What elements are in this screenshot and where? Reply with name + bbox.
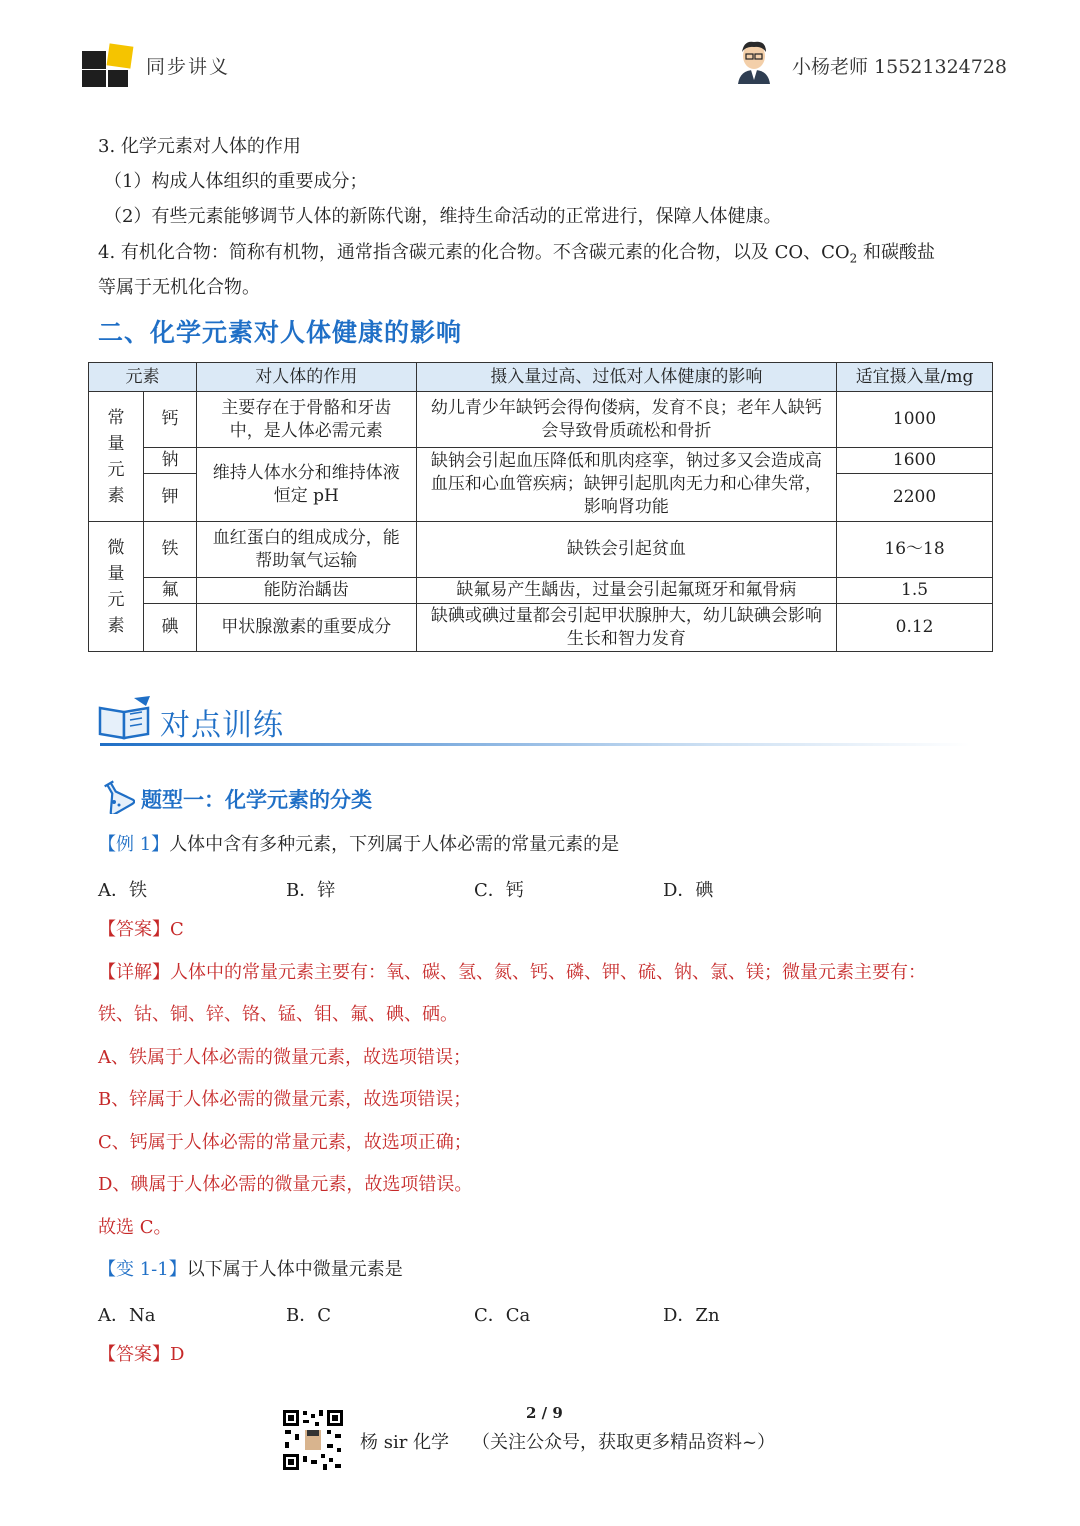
option-a: A．Na [98,1305,156,1326]
variant-1-1-question: 【变 1-1】以下属于人体中微量元素是 [98,1259,403,1280]
option-a: A．铁 [98,880,147,901]
element-intake: 16～18 [837,522,993,578]
element-role: 主要存在于骨骼和牙齿中，是人体必需元素 [196,392,416,448]
section-title: 二、化学元素对人体健康的影响 [98,318,463,347]
example-1-answer: 【答案】C [98,919,184,940]
element-name: 碘 [143,604,196,652]
example-1-line-d: D、碘属于人体必需的微量元素，故选项错误。 [98,1174,473,1195]
element-effect: 缺钠会引起血压降低和肌肉痉挛，钠过多又会造成高血压和心血管疾病；缺钾引起肌肉无力和心律失常，影响肾功能 [416,448,836,522]
book-icon [96,694,154,742]
example-1-detail-2: 铁、钴、铜、锌、铬、锰、钼、氟、碘、硒。 [98,1004,458,1025]
example-1-line-c: C、钙属于人体必需的常量元素，故选项正确； [98,1132,472,1153]
example-1-line-a: A、铁属于人体必需的微量元素，故选项错误； [98,1047,471,1068]
element-name: 钠 [143,448,196,474]
training-banner-title: 对点训练 [160,708,284,743]
option-d: D．Zn [663,1305,720,1326]
example-1-line-b: B、锌属于人体必需的微量元素，故选项错误； [98,1089,472,1110]
table-header: 对人体的作用 [196,363,416,392]
element-name: 氟 [143,578,196,604]
example-1-detail-1: 【详解】人体中的常量元素主要有：氧、碳、氢、氮、钙、磷、钾、硫、钠、氯、镁；微量元素主要有： [98,962,926,983]
option-c: C．Ca [474,1305,531,1326]
element-name: 钾 [143,474,196,522]
point-3-item-1: （1）构成人体组织的重要成分； [104,171,368,192]
teacher-contact: 小杨老师 15521324728 [792,56,1008,78]
point-3-title: 3. 化学元素对人体的作用 [98,136,301,157]
element-intake: 1000 [837,392,993,448]
example-1-conclusion: 故选 C。 [98,1217,172,1238]
point-4-line-2: 等属于无机化合物。 [98,277,260,298]
variant-1-1-answer: 【答案】D [98,1344,185,1365]
element-role: 维持人体水分和维持体液恒定 pH [196,448,416,522]
option-b: B．锌 [286,880,336,901]
table-header: 摄入量过高、过低对人体健康的影响 [416,363,836,392]
logo-icon [82,43,134,87]
element-role: 血红蛋白的组成成分，能帮助氧气运输 [196,522,416,578]
element-effect: 缺铁会引起贫血 [416,522,836,578]
flask-icon [97,778,135,814]
group-label-macro: 常量元素 [89,392,144,522]
element-role: 甲状腺激素的重要成分 [196,604,416,652]
page-number: 2 / 9 [526,1404,563,1422]
group-label-trace: 微量元素 [89,522,144,652]
footer-account-name: 杨 sir 化学 [360,1432,450,1453]
element-name: 铁 [143,522,196,578]
table-header: 元素 [89,363,197,392]
point-4-line-1: 4. 有机化合物：简称有机物，通常指含碳元素的化合物。不含碳元素的化合物，以及 CO、$CO_2$ 和碳酸盐 [98,242,936,266]
example-1-question: 【例 1】人体中含有多种元素，下列属于人体必需的常量元素的是 [98,834,620,855]
table-header: 适宜摄入量/mg [837,363,993,392]
element-role: 能防治龋齿 [196,578,416,604]
header-title: 同步讲义 [146,56,231,78]
element-intake: 1600 [837,448,993,474]
element-name: 钙 [143,392,196,448]
element-intake: 0.12 [837,604,993,652]
option-b: B．C [286,1305,331,1326]
option-c: C．钙 [474,880,524,901]
element-effect: 缺碘或碘过量都会引起甲状腺肿大，幼儿缺碘会影响生长和智力发育 [416,604,836,652]
point-3-item-2: （2）有些元素能够调节人体的新陈代谢，维持生命活动的正常进行，保障人体健康。 [104,206,782,227]
footer-note: （关注公众号，获取更多精品资料~） [472,1432,776,1453]
qr-code-icon [281,1408,345,1472]
option-d: D．碘 [663,880,714,901]
element-intake: 1.5 [837,578,993,604]
banner-divider [100,743,970,746]
element-table [88,362,993,652]
teacher-avatar-icon [734,40,774,84]
element-effect: 幼儿青少年缺钙会得佝偻病，发育不良；老年人缺钙会导致骨质疏松和骨折 [416,392,836,448]
question-type-title: 题型一：化学元素的分类 [141,788,372,812]
element-intake: 2200 [837,474,993,522]
element-effect: 缺氟易产生龋齿，过量会引起氟斑牙和氟骨病 [416,578,836,604]
